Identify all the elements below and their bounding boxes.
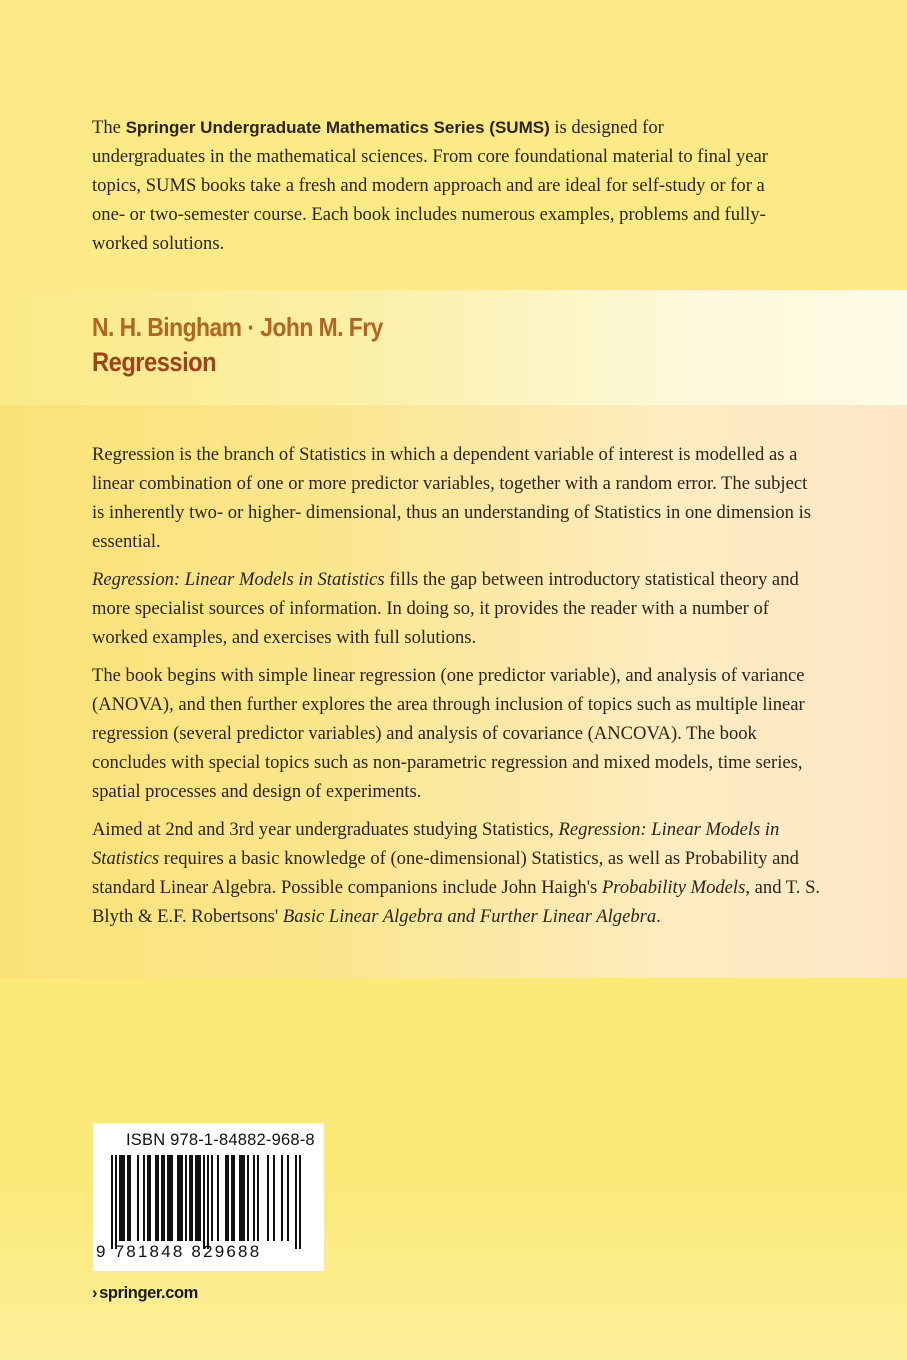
barcode-bar: [195, 1155, 197, 1241]
barcode-bar: [241, 1155, 243, 1241]
barcode-digits: 9 781848 829688: [96, 1242, 262, 1261]
isbn-barcode-box: [93, 1123, 324, 1271]
description-paragraph-2: [92, 565, 822, 652]
barcode-bar: [189, 1155, 191, 1241]
barcode: [97, 1155, 319, 1251]
barcode-bar: [199, 1155, 201, 1241]
description-paragraph-4-text-b: requires a basic knowledge of (one-dimensional) Statistics, as well as Probability and standard Linear Algebra. Possible companions include John Haigh's: [92, 848, 799, 898]
authors: N. H. Bingham · John M. Fry: [92, 312, 383, 342]
description-paragraph-4-text-a: Aimed at 2nd and 3rd year undergraduates studying Statistics,: [92, 819, 559, 840]
description-paragraph-3: The book begins with simple linear regression (one predictor variable), and analysis of variance (ANOVA), and then further explores the area through inclusion of topics such as multiple linear regression (several predictor variables) and analysis of covariance (ANCOVA). The book concludes with special topics such as non-parametric regression and mixed models, time series, spatial processes and design of experiments.: [92, 665, 805, 802]
barcode-bar: [203, 1155, 205, 1249]
barcode-bar: [225, 1155, 227, 1241]
series-name: Springer Undergraduate Mathematics Series (SUMS): [125, 118, 550, 137]
barcode-bar: [281, 1155, 283, 1241]
barcode-bar: [217, 1155, 219, 1241]
barcode-bar: [185, 1155, 187, 1241]
barcode-bar: [119, 1155, 121, 1241]
barcode-bar: [137, 1155, 139, 1241]
barcode-bar: [161, 1155, 163, 1241]
barcode-bar: [171, 1155, 173, 1241]
barcode-bar: [299, 1155, 301, 1249]
barcode-bar: [169, 1155, 171, 1241]
series-blurb-text: is designed for undergraduates in the mathematical sciences. From core foundational material to final year topics, SUMS books take a fresh and modern approach and are ideal for self-study or for a one- or two-semester course. Each book includes numerous examples, problems and fully-worked solutions.: [92, 117, 769, 254]
barcode-bar: [157, 1155, 159, 1241]
barcode-bar: [181, 1155, 183, 1241]
barcode-bar: [211, 1155, 213, 1241]
description-paragraph-4-text-c: , and T. S. Blyth & E.F. Robertsons': [92, 877, 821, 927]
barcode-bar: [111, 1155, 113, 1249]
barcode-bar: [267, 1155, 269, 1241]
isbn-label: ISBN 978-1-84882-968-8: [126, 1131, 315, 1149]
barcode-bar: [227, 1155, 229, 1241]
barcode-bar: [191, 1155, 193, 1241]
barcode-bar: [155, 1155, 157, 1241]
companion-book-1: Probability Models: [601, 877, 746, 898]
barcode-bar: [243, 1155, 245, 1241]
barcode-bar: [239, 1155, 241, 1241]
barcode-bar: [179, 1155, 181, 1241]
barcode-bar: [163, 1155, 165, 1241]
book-full-title: Regression: Linear Models in Statistics: [92, 569, 385, 590]
series-blurb-intro: The: [92, 117, 126, 138]
chevron-right-icon: ›: [92, 1284, 98, 1302]
barcode-bar: [147, 1155, 149, 1241]
barcode-bar: [273, 1155, 275, 1241]
barcode-bar: [177, 1155, 179, 1241]
book-description: [92, 440, 822, 940]
description-paragraph-4-end: .: [656, 906, 661, 927]
barcode-bar: [127, 1155, 129, 1241]
barcode-bar: [233, 1155, 235, 1241]
book-title: Regression: [92, 347, 217, 377]
barcode-bar: [253, 1155, 255, 1241]
barcode-bar: [123, 1155, 125, 1241]
barcode-bar: [247, 1155, 249, 1241]
book-full-title-ref: Regression: Linear Models in Statistics: [92, 819, 780, 869]
barcode-bar: [149, 1155, 151, 1241]
publisher-link[interactable]: [92, 1284, 198, 1303]
barcode-bar: [143, 1155, 145, 1241]
description-paragraph-2-text: fills the gap between introductory statistical theory and more specialist sources of information. In doing so, it provides the reader with a number of worked examples, and exercises with full solutions.: [92, 569, 799, 648]
barcode-bar: [115, 1155, 117, 1249]
barcode-bar: [197, 1155, 199, 1241]
barcode-bar: [167, 1155, 169, 1241]
series-blurb: [92, 113, 772, 258]
barcode-bar: [121, 1155, 123, 1241]
description-paragraph-1: Regression is the branch of Statistics in which a dependent variable of interest is modelled as a linear combination of one or more predictor variables, together with a random error. The subject is inherently two- or higher- dimensional, thus an understanding of Statistics in one dimension is essential.: [92, 444, 812, 552]
barcode-bar: [129, 1155, 131, 1241]
barcode-bar: [207, 1155, 209, 1249]
barcode-bar: [287, 1155, 289, 1241]
publisher-url: springer.com: [99, 1284, 198, 1302]
companion-book-2: Basic Linear Algebra and Further Linear Algebra: [282, 906, 657, 927]
barcode-bar: [257, 1155, 259, 1241]
description-paragraph-4: [92, 815, 822, 931]
barcode-bar: [231, 1155, 233, 1241]
barcode-bar: [295, 1155, 297, 1249]
